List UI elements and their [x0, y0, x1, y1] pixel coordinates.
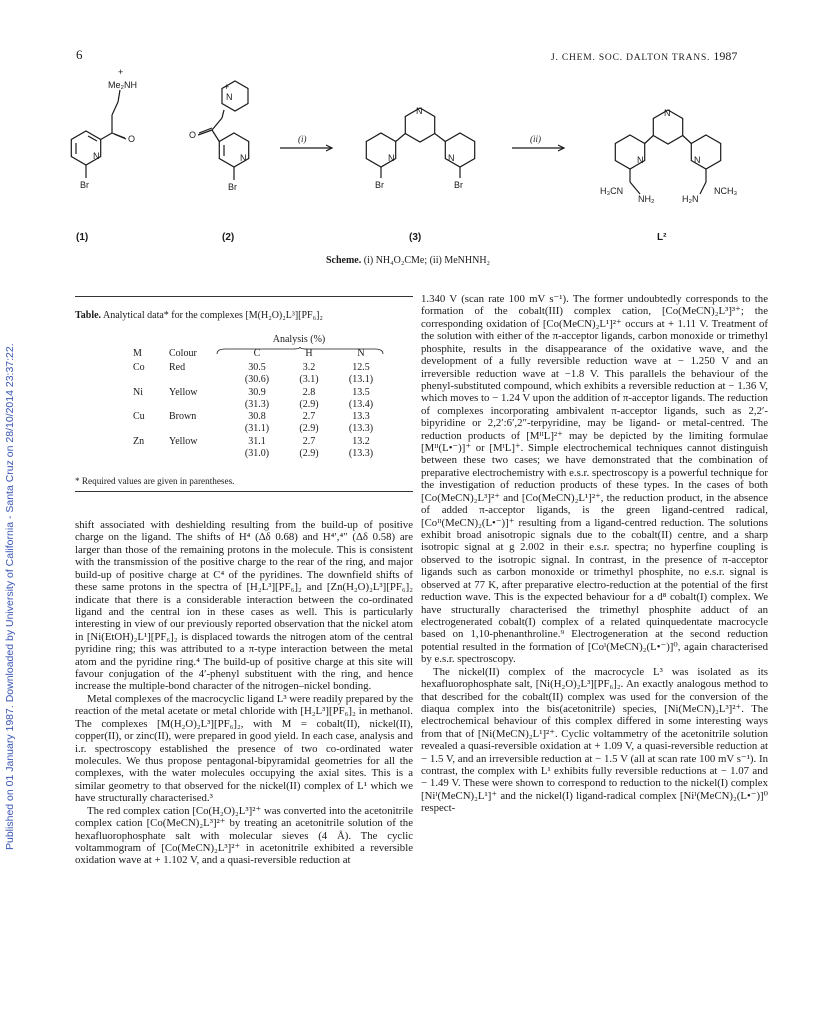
- atom-br-1: Br: [80, 180, 89, 190]
- cell-h: 2.8: [302, 386, 316, 398]
- table-row: [133, 387, 387, 399]
- header-h: H: [305, 348, 313, 359]
- cell-n: (13.3): [348, 423, 374, 435]
- header-colour: Colour: [169, 348, 197, 359]
- cell-c: (31.0): [244, 448, 270, 460]
- atom-br-2: Br: [228, 182, 237, 192]
- cell-h: (2.9): [299, 423, 319, 435]
- scheme-caption-text: (i) NH₄O₂CMe; (ii) MeNHNH₂: [363, 255, 491, 266]
- cell-colour: Yellow: [169, 435, 198, 447]
- atom-plus-1: +: [118, 67, 124, 77]
- left-paragraph: shift associated with deshielding resulting from the build-up of positive charge on the ligand. The shifts of H⁴ (Δδ 0.68) and H⁴′,⁴″ (Δδ 0.58) are larger than those of the remaining protons in the molecule. This is consistent with the transmission of the positive charge to the rear of the ring, and major build-up of positive charge at C⁴ of the pyridines. The downfield shifts of these same protons in the spectra of [H₂L³][PF₆]₂ and [Zn(H₂O)₂L³][PF₆]₂ indicate that there is a considerable interaction between the co-ordinated ligand and the central ion in these cases as well. This is particularly interesting in view of our previously reported observation that the nickel atom in [Ni(EtOH)₂L¹][PF₆]₂ is displaced towards the nitrogen atom of the central pyridine ring; this was attributed to a π-type interaction between the metal atom and the pyridine ring.⁴ The build-up of positive charge at this site will favour conjugation of the 4′-phenyl substituent with the ring, and hence increase the multiple-bond character of the nitrogen–nickel bonding.: [75, 519, 413, 693]
- cell-colour: Red: [169, 362, 186, 373]
- scheme-caption-prefix: Scheme.: [325, 255, 362, 266]
- reaction-scheme: [60, 60, 780, 250]
- atom-plus-2: +: [224, 82, 230, 92]
- journal-name: J. CHEM. SOC. DALTON TRANS.: [551, 53, 711, 63]
- atom-n-3b: N: [416, 106, 423, 116]
- atom-me2nh: Me₂NH: [108, 80, 137, 90]
- cell-m: [133, 399, 169, 411]
- atom-o-1: O: [128, 134, 136, 144]
- cell-h: (2.9): [299, 398, 319, 410]
- atom-n-pyridinium: N: [226, 92, 233, 102]
- page-number: 6: [76, 47, 83, 62]
- table-rule-bottom: [75, 491, 413, 492]
- atom-h3cn: H₃CN: [600, 186, 624, 196]
- compound-label-l2: L²: [657, 232, 667, 243]
- cell-m: Co: [133, 362, 145, 373]
- atom-br-3b: Br: [454, 180, 463, 190]
- cell-colour: Yellow: [169, 386, 198, 398]
- cell-m: [133, 448, 169, 460]
- table-row: [133, 374, 387, 386]
- compound-label-3: (3): [409, 232, 422, 243]
- left-paragraph: Metal complexes of the macrocyclic ligand L³ were readily prepared by the reaction of the metal acetate or metal chloride with [H₂L³][PF₆]₂ in methanol. The complexes [M(H₂O)₂L³][PF₆]₂, with M = cobalt(II), nickel(II), copper(II), or zinc(II), were prepared in good yield. In each case, analysis and i.r. spectroscopy established the presence of two co-ordinated water molecules. We thus propose pentagonal-bipyramidal geometries for all the complexes, with the water molecules occupying the axial sites. This is a similar geometry to that observed for the nickel(II) complex of L¹ which we have structurally characterised.³: [75, 692, 413, 805]
- cell-h: 2.7: [302, 435, 316, 447]
- table-body: [133, 362, 387, 460]
- compound-label-2: (2): [222, 232, 235, 243]
- cell-c: 30.5: [248, 362, 266, 373]
- atom-n-3a: N: [388, 153, 395, 163]
- cell-c: 30.9: [248, 386, 266, 398]
- cell-c: (31.3): [244, 398, 270, 410]
- cell-m: [133, 423, 169, 435]
- header-c: C: [253, 348, 261, 359]
- analysis-table: [133, 334, 387, 460]
- table-rule-top: [75, 296, 413, 297]
- cell-colour: Brown: [169, 411, 197, 423]
- cell-n: (13.1): [348, 374, 374, 386]
- cell-m: Cu: [133, 411, 145, 423]
- arrow-label-ii: (ii): [530, 134, 541, 144]
- cell-c: 30.8: [248, 411, 266, 423]
- cell-h: 3.2: [302, 362, 316, 373]
- right-column: [421, 293, 768, 815]
- cell-colour: [169, 399, 231, 411]
- cell-n: (13.3): [348, 448, 374, 460]
- atom-n-3c: N: [448, 153, 455, 163]
- journal-year: 1987: [713, 49, 738, 63]
- table-caption: [75, 310, 413, 321]
- cell-c: 31.1: [248, 435, 266, 447]
- cell-m: [133, 374, 169, 386]
- atom-o-2: O: [189, 130, 197, 140]
- header-n: N: [357, 348, 365, 359]
- left-paragraph: The red complex cation [Co(H₂O)₂L³]²⁺ was converted into the acetonitrile complex cation [Co(MeCN)₂L³]²⁺ by treating an acetonitrile solution of the hexafluorophosphate salt with molecular sieves (4 Å). The cyclic voltammogram of [Co(MeCN)₂L³]²⁺ in acetonitrile exhibited a reversible oxidation wave at + 1.102 V, and a quasi-reversible reduction at: [75, 804, 413, 867]
- watermark-text: Published on 01 January 1987. Downloaded by University of California - Santa Cruz on 28/10/2014 23:37:22.: [4, 343, 16, 850]
- cell-m: Zn: [133, 435, 145, 447]
- table-footnote: * Required values are given in parentheses.: [75, 476, 235, 486]
- table-header-row: [133, 348, 387, 362]
- cell-n: (13.4): [348, 398, 374, 410]
- cell-n: 13.2: [352, 435, 370, 447]
- atom-h2n: H₂N: [682, 194, 699, 204]
- atom-n-l2c: N: [694, 155, 701, 165]
- cell-h: (2.9): [299, 448, 319, 460]
- atom-n-1: N: [93, 151, 100, 161]
- table-row: [133, 448, 387, 460]
- cell-h: (3.1): [299, 374, 319, 386]
- right-paragraph: The nickel(II) complex of the macrocycle L³ was isolated as its hexafluorophosphate salt, [Ni(H₂O)₂L³][PF₆]₂. An exactly analogous method to that described for the cobalt(II) complex was used for the conversion of the diaqua complex into the bis(acetonitrile) species, [Ni(MeCN)₂L³]²⁺. The electrochemical behaviour of this complex differed in some interesting ways from that of [Ni(MeCN)₂L¹]²⁺. Cyclic voltammetry of the acetonitrile solution revealed a quasi-reversible oxidation at + 1.09 V, a quasi-reversible reduction at − 1.5 V, and an irreversible reduction at − 1.5 V (all at scan rate 100 mV s⁻¹). In contrast, the complex with L¹ exhibits fully reversible reductions at − 1.07 and − 1.49 V. These were shown to correspond to reduction to the nickel(I) complex [Niᴵ(MeCN)₂L¹]⁺ and the nickel(I) ligand-radical complex [Niᴵ(MeCN)₂(L•⁻)]⁰ respect-: [421, 665, 768, 815]
- right-paragraph: 1.340 V (scan rate 100 mV s⁻¹). The former undoubtedly corresponds to the formation of the cobalt(III) complex cation, [Co(MeCN)₂L³]³⁺; the corresponding oxidation of [Co(MeCN)₂L¹]²⁺ occurs at + 1.11 V. Treatment of the solution with either of the π-acceptor ligands, carbon monoxide or trimethyl phosphite, results in the disappearance of the oxidative wave, and the development of a fully reversible reduction wave at − 1.250 V and an irreversible reduction wave at −1.8 V. This parallels the behaviour of the phenyl-substituted compound, which exhibits a reversible reduction at − 1.36 V, which moves to − 1.24 V upon the addition of π-acceptor ligands. The reduction of complexes incorporating ambivalent π-acceptor ligands, such as 2,2′-bipyridine or 2,2′:6′,2″-terpyridine, may be ligand- or metal-centred. The reduction products of [MᴵᴵL]²⁺ may be depicted by the limiting formulae [Mᴵᴵ(L•⁻)]⁺ or [MᴵL]⁺. Simple electrochemical techniques cannot distinguish between these two cases; we have demonstrated that the combination of preparative electrochemistry with e.s.r. spectroscopy is a powerful technique for the investigation of reduction products of these types. In the cases of both [Co(MeCN)₂L³]²⁺ and [Co(MeCN)₂L¹]²⁺, the reduction product, in the absence of added π-acceptor ligands, is the green ligand-centred radical, [Coᴵᴵ(MeCN)₂(L•⁻)]⁺ resulting from a ligand-centred reduction. The solutions exhibit broad anisotropic signals due to the cobalt(II) centre, and a sharp isotropic signal at g 2.002 in their e.s.r. spectra; no hyperfine coupling is observed to the isotropic signal. In contrast, in the presence of π-acceptor ligands such as carbon monoxide or trimethyl phosphite, no e.s.r. signal is observed at 77 K, after preparative electro-reduction at the potential of the first reduction wave. This is the expected behaviour for a d⁸ cobalt(I) complex. We have structurally characterised the trimethyl phosphite adduct of an electrogenerated cobalt(I) complex of a related quinquedentate macrocycle based on 1,10-phenanthroline.⁹ Electrogeneration at the second reduction potential resulted in the formation of [Coᴵ(MeCN)₂(L•⁻)]⁰, again characterised by e.s.r. spectroscopy.: [421, 293, 768, 666]
- header-m: M: [133, 348, 142, 359]
- arrow-label-i: (i): [298, 134, 307, 144]
- table-caption-prefix: Table.: [75, 310, 102, 321]
- atom-br-3a: Br: [375, 180, 384, 190]
- cell-n: 13.5: [352, 386, 370, 398]
- cell-colour: [169, 423, 231, 435]
- compound-label-1: (1): [76, 232, 89, 243]
- atom-nch3: NCH₃: [714, 186, 738, 196]
- cell-c: (30.6): [244, 374, 270, 386]
- table-row: [133, 423, 387, 435]
- atom-n-l2b: N: [664, 108, 671, 118]
- scheme-caption: [0, 255, 816, 266]
- table-row: [133, 399, 387, 411]
- cell-n: 13.3: [352, 411, 370, 423]
- cell-m: Ni: [133, 386, 143, 398]
- cell-colour: [169, 374, 231, 386]
- atom-nh2: NH₂: [638, 194, 655, 204]
- table-spacer-row: [133, 334, 387, 348]
- table-caption-text: Analytical data* for the complexes [M(H₂O)₂L³][PF₆]₂: [102, 310, 323, 321]
- cell-h: 2.7: [302, 411, 316, 423]
- table-row: [133, 436, 387, 448]
- left-column: [75, 519, 413, 867]
- cell-c: (31.1): [244, 423, 270, 435]
- atom-n-2: N: [240, 153, 247, 163]
- cell-colour: [169, 448, 231, 460]
- analysis-span-header: Analysis (%): [272, 334, 326, 345]
- table-row: [133, 362, 387, 374]
- cell-n: 12.5: [352, 362, 370, 373]
- table-row: [133, 411, 387, 423]
- atom-n-l2a: N: [637, 155, 644, 165]
